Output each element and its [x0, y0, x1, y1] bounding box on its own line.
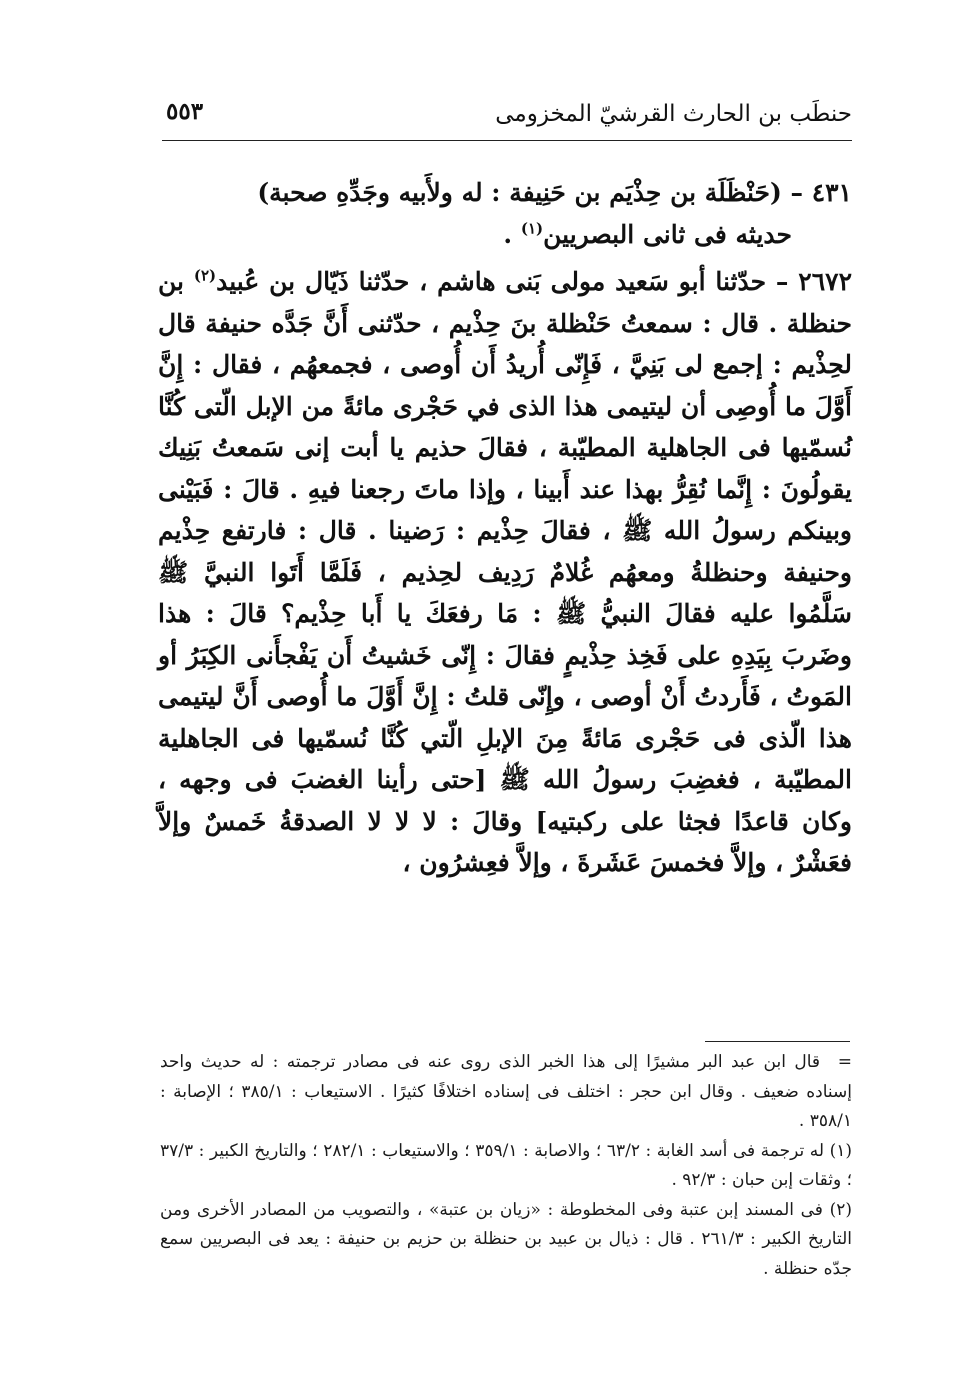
footnote-ref-1: (١)	[520, 219, 544, 238]
footnote-ref-2: (٢)	[193, 266, 217, 285]
footnote-continuation	[160, 1048, 852, 1137]
footnote-rule	[705, 1041, 850, 1042]
page-number: ٥٥٣	[166, 98, 204, 125]
hadith-text	[158, 261, 852, 884]
hadith-part1: ٢٦٧٢ – حدّثنا أبو سَعيد مولى بَنى هاشم ، حدّثنا ذَيّال بن عُبيد	[216, 267, 852, 296]
section-heading-line1: ٤٣١ – (حَنْظَلَة بن حِذْيَم بن حَنِيفة : له ولأَبيه وجَدِّهِ صحبة)	[257, 178, 852, 207]
running-header	[160, 92, 852, 136]
header-title: حنطَب بن الحارث القرشيّ المخزومى	[495, 101, 852, 127]
hadith-part2: بن حنظلة . قال : سمعتُ حَنْظلة بنَ حِذْيم ، حدّثنى أَنَّ جَدَّه حنيفة قال لحِذْيم : إجمع لى بَنِيَّ ، فَإِنّى أُريدُ أَن أُوصى ، فجمعهُم ، فقال : إِنَّ أَوَّلَ ما أُوصِى أن ليتيمى هذا الذى في حَجْرى مائةً من الإبل الّتى كُنَّا نُسمّيها فى الجاهلية المطيّبة ، فقالَ حذيم يا أبت إنى سَمعتُ بَنِيك يقولُونَ : إِنَّما نُقِرُّ بهذا عند أَبينا ، وإذا ماتَ رجعنا فيهِ . قالَ : فَبَيْنى وبينكم رسولُ الله ﷺ ، فقالَ حِذْيم : رَضينا . قال : فارتفع حِذْيم وحنيفة وحنظلةُ ومعهُم غُلامٌ رَدِيف لحِذيم ، فَلَمَّا أَتَوا النبيَّ ﷺ سَلَّمُوا عليه فقالَ النبيُّ ﷺ : مَا رفعَكَ يا أَبا حِذْيم؟ قالَ : هذا وضَربَ بِيَدِهِ على فَخِذ حِذْيمٍ فقالَ : إِنّى خَشيتُ أَن يَفْجأَنى الكِبَرُ أو المَوتُ ، فَأَردتُ أَنْ أوصى ، وإِنّى قلتُ : إِنَّ أَوَّلَ ما أُوصى أَنَّ ليتيمى هذا الّذى فى حَجْرى مَائةً مِنَ الإبلِ الّتي كُنَّا نُسمّيها فى الجاهلية المطيّبة ، فغضِبَ رسولُ الله ﷺ [حتى رأينا الغضبَ فى وجهه ، وكان قاعدًا فجثا على ركبتيه] وقالَ : لا لا لا الصدقةُ خَمسٌ وإلاَّ فعَشْرٌ ، وإلاَّ فخمسَ عَشَرةَ ، وإلاَّ فعِشرُون ،	[158, 267, 852, 877]
section-subheading-text: حديثه فى ثانى البصريين	[543, 219, 792, 249]
section-subheading-end: .	[503, 219, 521, 249]
footnote-2: (٢) فى المسند إبن عتبة وفى المخطوطة : «زيان بن عتبة» ، والتصويب من المصادر الأخرى ومن التاريخ الكبير : ٢٦١/٣ . قال : ذيال بن عبيد بن حنظلة بن حزيم بن حنيفة : يعد فى البصريين سمع جدّه حنظلة .	[160, 1199, 853, 1279]
footnote-1: (١) له ترجمة فى أسد الغابة : ٦٣/٢ ؛ والاصابة : ٣٥٩/١ ؛ والاستيعاب : ٢٨٢/١ ؛ والتاريخ الكبير : ٣٧/٣ ؛ وثقات إبن حبان : ٩٢/٣ .	[160, 1140, 853, 1190]
main-text	[158, 172, 852, 884]
footnote-continuation-text: قال ابن عبد البر مشيرًا إلى هذا الخبر الذى روى عنه فى مصادر ترجمته : له حديث واحد إسناده ضعيف . وقال ابن حجر : اختلف فى إسناده اختلافًا كثيرًا . الاستيعاب : ٣٨٥/١ ؛ الإصابة : ٣٥٨/١ .	[160, 1052, 852, 1131]
footnotes	[160, 1048, 852, 1284]
section-heading	[158, 172, 852, 214]
section-subheading	[158, 214, 852, 256]
header-rule	[162, 140, 852, 141]
continuation-mark: =	[837, 1052, 852, 1072]
